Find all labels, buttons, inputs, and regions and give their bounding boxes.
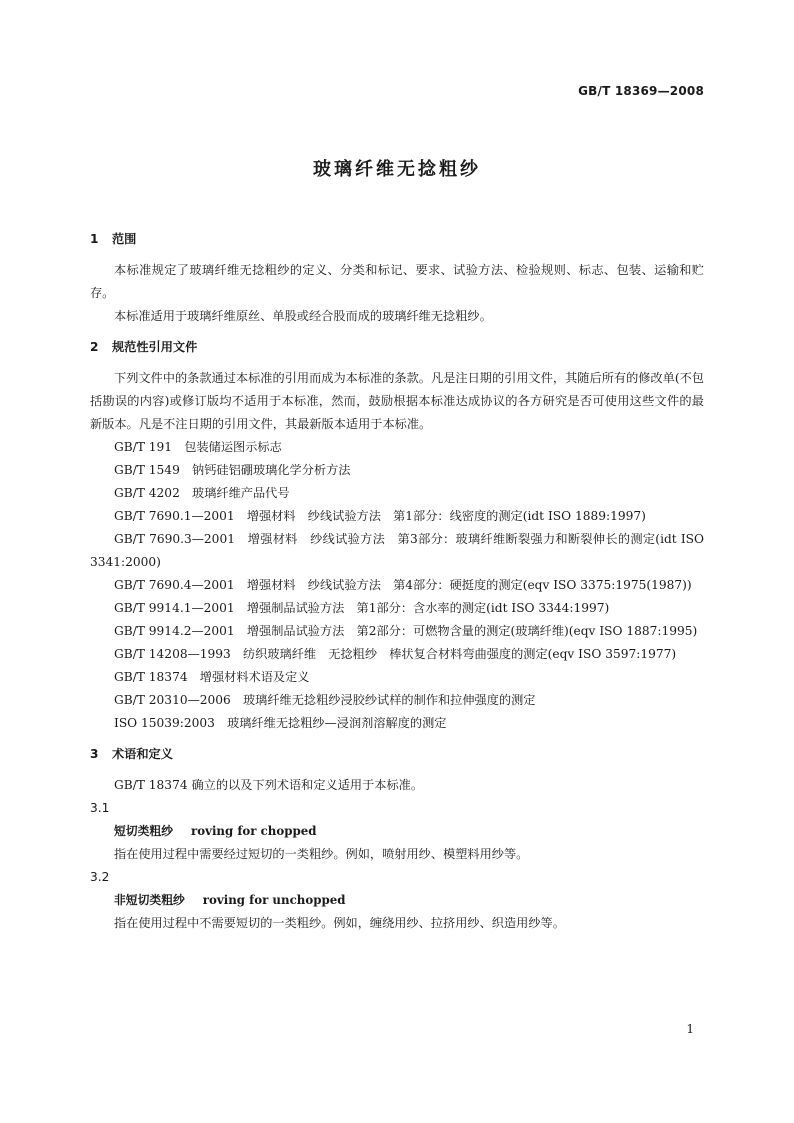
reference-item: GB/T 18374 增强材料术语及定义 <box>114 670 310 684</box>
term-heading <box>90 889 704 912</box>
paragraph: GB/T 18374 确立的以及下列术语和定义适用于本标准。 <box>114 778 424 792</box>
section-title: 范围 <box>112 232 137 246</box>
term-number: 3.1 <box>90 801 110 815</box>
section-title: 规范性引用文件 <box>112 340 198 354</box>
reference-item: GB/T 1549 钠钙硅铝硼玻璃化学分析方法 <box>114 463 351 477</box>
section-number: 2 <box>90 340 99 354</box>
reference-item: GB/T 191 包装储运图示标志 <box>114 440 282 454</box>
page-number: 1 <box>686 1022 694 1036</box>
document-body <box>90 228 704 935</box>
standard-number: GB/T 18369—2008 <box>578 84 704 98</box>
section-heading-scope <box>90 228 704 251</box>
term-en: roving for chopped <box>191 824 317 838</box>
reference-item: ISO 15039:2003 玻璃纤维无捻粗纱—浸润剂溶解度的测定 <box>114 716 447 730</box>
reference-item: GB/T 4202 玻璃纤维产品代号 <box>114 486 290 500</box>
section-number: 3 <box>90 747 99 761</box>
paragraph: 本标准适用于玻璃纤维原丝、单股或经合股而成的玻璃纤维无捻粗纱。 <box>114 309 492 323</box>
reference-item: GB/T 7690.1—2001 增强材料 纱线试验方法 第1部分：线密度的测定(idt ISO 1889:1997) <box>114 509 646 523</box>
reference-item: GB/T 7690.3—2001 增强材料 纱线试验方法 第3部分：玻璃纤维断裂强力和断裂伸长的测定(idt ISO 3341:2000) <box>90 532 704 569</box>
section-heading-terms-definitions <box>90 743 704 766</box>
term-heading <box>90 820 704 843</box>
term-zh: 短切类粗纱 <box>114 824 173 838</box>
reference-item: GB/T 14208—1993 纺织玻璃纤维 无捻粗纱 棒状复合材料弯曲强度的测定(eqv ISO 3597:1977) <box>114 647 677 661</box>
section-title: 术语和定义 <box>112 747 173 761</box>
section-heading-normative-references <box>90 336 704 359</box>
section-number: 1 <box>90 232 99 246</box>
paragraph: 下列文件中的条款通过本标准的引用而成为本标准的条款。凡是注日期的引用文件，其随后所有的修改单(不包括勘误的内容)或修订版均不适用于本标准，然而，鼓励根据本标准达成协议的各方研究是否可使用这些文件的最新版本。凡是不注日期的引用文件，其最新版本适用于本标准。 <box>90 371 704 431</box>
term-number: 3.2 <box>90 870 110 884</box>
paragraph: 本标准规定了玻璃纤维无捻粗纱的定义、分类和标记、要求、试验方法、检验规则、标志、包装、运输和贮存。 <box>90 263 704 300</box>
term-definition: 指在使用过程中不需要短切的一类粗纱。例如，缠绕用纱、拉挤用纱、织造用纱等。 <box>114 916 565 930</box>
term-en: roving for unchopped <box>202 893 346 907</box>
reference-item: GB/T 9914.1—2001 增强制品试验方法 第1部分：含水率的测定(idt ISO 3344:1997) <box>114 601 610 615</box>
reference-item: GB/T 20310—2006 玻璃纤维无捻粗纱浸胶纱试样的制作和拉伸强度的测定 <box>114 693 536 707</box>
reference-item: GB/T 7690.4—2001 增强材料 纱线试验方法 第4部分：硬挺度的测定(eqv ISO 3375:1975(1987)) <box>114 578 692 592</box>
document-title: 玻璃纤维无捻粗纱 <box>313 159 481 180</box>
term-definition: 指在使用过程中需要经过短切的一类粗纱。例如，喷射用纱、模塑料用纱等。 <box>114 847 529 861</box>
reference-item: GB/T 9914.2—2001 增强制品试验方法 第2部分：可燃物含量的测定(玻璃纤维)(eqv ISO 1887:1995) <box>114 624 698 638</box>
term-zh: 非短切类粗纱 <box>114 893 185 907</box>
